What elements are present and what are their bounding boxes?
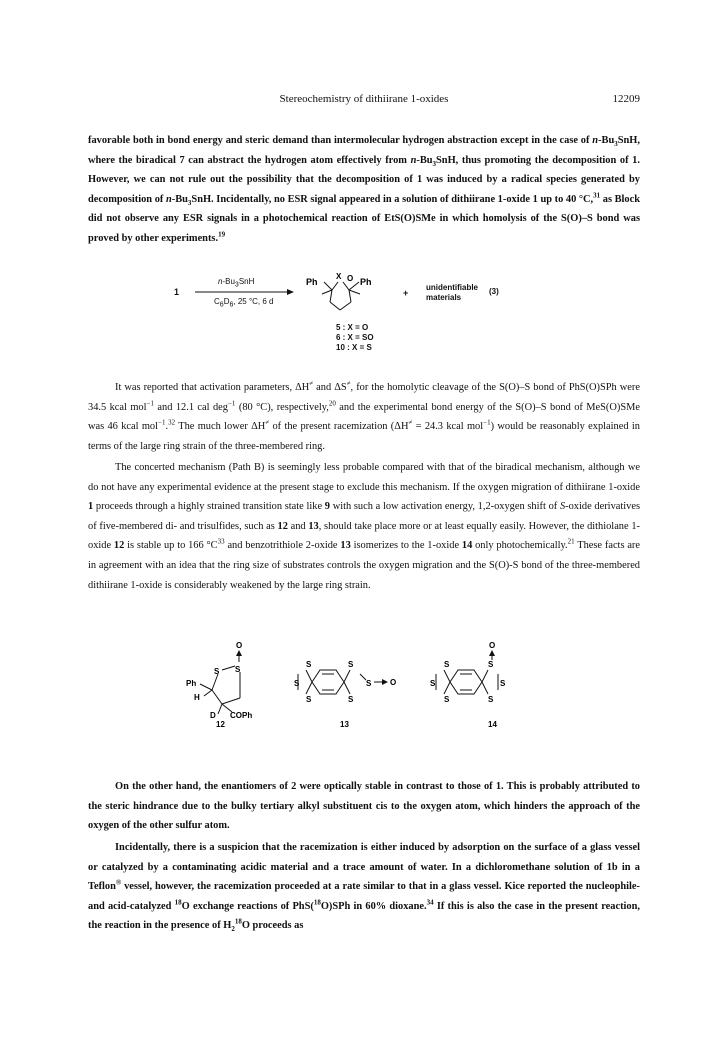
equation-number: (3) <box>489 287 499 296</box>
d-label-12: D <box>210 711 216 720</box>
compound-14 <box>436 650 498 694</box>
x-label: X <box>336 272 342 281</box>
paragraph-2: It was reported that activation parameters, ΔH≠ and ΔS≠, for the homolytic cleavage of the S(O)–S bond of PhS(O)SPh were 34.5 kcal mol$^{-1}$ and 12.1 cal deg$^{-1}$ (80 °C), respectively,$^{20}$ and the experimental bond energy of the S(O)–S bond of MeS(O)SMe was 46 kcal mol$^{-1}$.$^{32}$ The much lower ΔH≠ of the present racemization (ΔH≠ = 24.3 kcal mol$^{-1}$) would be reasonably explained in terms of the large ring strain of the three-membered ring. <box>88 379 640 452</box>
reagent-label: $n-Bu_3SnH$ <box>218 277 255 289</box>
label-14: 14 <box>488 720 497 728</box>
s-label-12a: S <box>214 667 220 676</box>
o-label: O <box>347 274 354 283</box>
label-13: 13 <box>340 720 349 728</box>
reactant-number: 1 <box>174 287 180 297</box>
s-label-14d: S <box>488 660 494 669</box>
conditions-label: $C_6D_6$, 25 °C, 6 d <box>214 297 274 309</box>
s-label-13c: S <box>306 695 312 704</box>
s-label-13e: S <box>366 679 372 688</box>
s-label-14c: S <box>444 695 450 704</box>
structures-12-13-14 <box>160 636 540 728</box>
reaction-arrow <box>195 288 295 296</box>
o-label-13: O <box>390 678 397 687</box>
ph-right-label: Ph <box>360 277 372 287</box>
coph-label-12: COPh <box>230 711 253 720</box>
product-structure <box>302 270 382 320</box>
o-label-14: O <box>489 641 496 650</box>
ph-left-label: Ph <box>306 277 318 287</box>
plus-sign: + <box>403 288 409 298</box>
s-label-13a: S <box>306 660 312 669</box>
s-label-13b: S <box>294 679 300 688</box>
s-label-14e: S <box>500 679 506 688</box>
page-number: 12209 <box>612 93 640 105</box>
o-label-12: O <box>236 641 243 650</box>
side-products: unidentifiable materials <box>426 283 478 302</box>
compound-12 <box>200 650 242 714</box>
paragraph-1: favorable both in bond energy and steric demand than intermolecular hydrogen abstraction except in the case of $n-Bu_3SnH$, where the biradical 7 can abstract the hydrogen atom effectively from $n-Bu_3SnH$, thus promoting the decomposition of 1. However, we can not rule out the possibility that the decomposition of 1 was induced by a radical species generated by decomposition of $n-Bu_3SnH$. Incidentally, no ESR signal appeared in a solution of dithiirane 1-oxide 1 up to 40 °C,$^{31}$ as Block did not observe any ESR signals in a photochemical reaction of EtS(O)SMe in which homolysis of the S(O)–S bond was proved by other experiments.$^{19}$ <box>88 135 641 244</box>
h-label-12: H <box>194 693 200 702</box>
s-label-14b: S <box>430 679 436 688</box>
s-label-14f: S <box>488 695 494 704</box>
ph-label-12: Ph <box>186 679 197 688</box>
paragraph-4: On the other hand, the enantiomers of 2 were optically stable in contrast to those of 1. This is probably attributed to the steric hindrance due to the bulky tertiary alkyl substituent cis to the oxygen atom, which hinders the approach of the oxygen of the other sulfur atom. <box>88 781 640 832</box>
running-title: Stereochemistry of dithiirane 1-oxides <box>279 93 449 105</box>
s-label-13d: S <box>348 660 354 669</box>
s-label-12b: S <box>235 665 241 674</box>
compound-labels: 5 : X = O 6 : X = SO 10 : X = S <box>336 323 374 352</box>
compound-13 <box>298 670 388 694</box>
s-label-13f: S <box>348 695 354 704</box>
paragraph-5: Incidentally, there is a suspicion that the racemization is either induced by adsorption on the surface of a glass vessel or catalyzed by a contaminating acidic material and a trace amount of water. In a dichloromethane solution of 1b in a Teflon® vessel, however, the racemization proceeded at a rate similar to that in a glass vessel. Kice reported the nucleophile- and acid-catalyzed $^{18}$O exchange reactions of PhS($^{18}$O)SPh in 60% dioxane.$^{34}$ If this is also the case in the present reaction, the reaction in the presence of $H_2^{18}O$ proceeds as <box>88 842 640 934</box>
label-12: 12 <box>216 720 225 728</box>
paragraph-3: The concerted mechanism (Path B) is seemingly less probable compared with that of the biradical mechanism, although we do not have any experimental evidence at the present stage to exclude this mechanism. If the oxygen migration of dithiirane 1-oxide 1 proceeds through a highly strained transition state like 9 with such a low activation energy, 1,2-oxygen shift of S-oxide derivatives of five-membered di- and trisulfides, such as 12 and 13, should take place more or at least equally easily. However, the dithiolane 1-oxide 12 is stable up to 166 $^\circ C^{33}$ and benzotrithiole 2-oxide 13 isomerizes to the 1-oxide 14 only photochemically.$^{21}$ These facts are in agreement with an idea that the ring size of substrates controls the oxygen migration and the S(O)-S bond of the three-membered dithiirane 1-oxide is considerably weakened by the large ring strain. <box>88 462 641 591</box>
s-label-14a: S <box>444 660 450 669</box>
running-header <box>88 93 640 109</box>
